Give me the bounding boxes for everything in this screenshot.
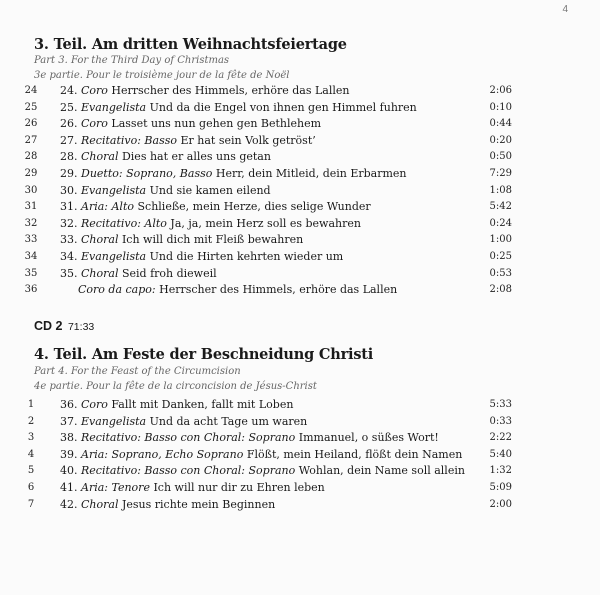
track-title <box>60 448 462 461</box>
track-number: 5 <box>27 465 35 477</box>
track-title <box>60 84 350 97</box>
track-row <box>0 200 600 217</box>
track-number: 34 <box>24 250 38 262</box>
movement-number: 34. <box>60 249 81 263</box>
track-duration: 0:24 <box>489 217 512 229</box>
movement-text: Und da acht Tage um waren <box>146 414 308 428</box>
movement-voice: Aria: Soprano, Echo Soprano <box>81 447 244 461</box>
track-duration: 2:22 <box>489 432 512 444</box>
track-number: 32 <box>24 217 38 229</box>
part3-heading: 3. Teil. Am dritten Weihnachtsfeiertage <box>34 36 347 53</box>
track-number: 6 <box>27 481 35 493</box>
track-number: 36 <box>24 284 38 296</box>
movement-voice: Choral <box>81 266 119 280</box>
movement-number: 38. <box>60 431 81 445</box>
movement-number: 42. <box>60 497 81 511</box>
track-number: 2 <box>27 415 35 427</box>
track-title <box>60 431 439 444</box>
movement-number: 30. <box>60 183 81 197</box>
track-row <box>0 84 600 101</box>
movement-text: Herrscher des Himmels, erhöre das Lallen <box>107 84 350 97</box>
movement-voice: Evangelista <box>81 183 147 197</box>
track-title <box>60 200 371 213</box>
track-number: 28 <box>24 151 38 163</box>
track-duration: 2:06 <box>489 85 512 96</box>
movement-text: Seid froh dieweil <box>118 266 217 280</box>
track-row <box>0 398 600 415</box>
track-row <box>0 150 600 167</box>
track-row <box>0 498 600 515</box>
track-row <box>0 431 600 448</box>
movement-text: Er hat sein Volk getröst’ <box>176 133 316 147</box>
movement-number: 40. <box>60 464 81 478</box>
track-number: 31 <box>24 201 38 213</box>
movement-number: 37. <box>60 414 81 428</box>
track-title <box>60 101 417 114</box>
track-title <box>60 415 307 428</box>
part3-french-subtitle: 3e partie. Pour le troisième jour de la fête de Noël <box>34 70 290 81</box>
movement-voice: Choral <box>81 233 119 247</box>
page-number: 4 <box>562 4 568 15</box>
track-duration: 0:53 <box>489 267 512 279</box>
track-title <box>60 134 316 147</box>
movement-number: 33. <box>60 233 81 247</box>
track-duration: 2:08 <box>489 284 512 296</box>
movement-number: 27. <box>60 133 81 147</box>
track-duration: 1:00 <box>489 234 512 246</box>
track-row <box>0 101 600 118</box>
track-duration: 0:25 <box>489 250 512 262</box>
track-title <box>60 464 465 477</box>
track-title <box>60 184 271 197</box>
movement-voice: Recitativo: Basso con Choral: Soprano <box>81 431 296 445</box>
track-number: 7 <box>27 498 35 510</box>
track-row <box>0 217 600 234</box>
movement-text: Und sie kamen eilend <box>146 183 271 197</box>
movement-voice: Evangelista <box>81 249 147 263</box>
movement-text: Dies hat er alles uns getan <box>118 150 271 164</box>
track-number: 29 <box>24 167 38 179</box>
movement-text: Herr, dein Mitleid, dein Erbarmen <box>212 166 407 180</box>
track-number: 25 <box>24 101 38 113</box>
movement-voice: Coro <box>81 398 108 411</box>
track-title <box>60 233 303 246</box>
movement-number: 28. <box>60 150 81 164</box>
track-row <box>0 415 600 432</box>
track-row <box>0 184 600 201</box>
movement-voice: Recitativo: Alto <box>81 216 167 230</box>
track-row <box>0 134 600 151</box>
track-row <box>0 117 600 134</box>
movement-text: Lasset uns nun gehen gen Bethlehem <box>107 117 322 131</box>
movement-text: Herrscher des Himmels, erhöre das Lallen <box>155 283 398 297</box>
movement-text: Und die Hirten kehrten wieder um <box>146 249 344 263</box>
movement-number: 39. <box>60 447 81 461</box>
movement-voice: Recitativo: Basso <box>81 133 177 147</box>
track-row <box>0 167 600 184</box>
movement-text: Ja, ja, mein Herz soll es bewahren <box>166 216 361 230</box>
movement-number: 36. <box>60 398 81 411</box>
movement-text: Immanuel, o süßes Wort! <box>295 431 439 445</box>
track-title <box>60 481 325 494</box>
movement-text: Ich will nur dir zu Ehren leben <box>149 480 325 494</box>
part4-heading: 4. Teil. Am Feste der Beschneidung Christi <box>34 346 374 363</box>
track-row <box>0 448 600 465</box>
track-title <box>60 150 271 163</box>
track-row <box>0 267 600 284</box>
movement-text: Und da die Engel von ihnen gen Himmel fuhren <box>146 100 417 114</box>
movement-text: Fallt mit Danken, fallt mit Loben <box>107 398 294 411</box>
track-row <box>0 464 600 481</box>
track-row <box>0 250 600 267</box>
part3-tracklist <box>0 84 600 300</box>
movement-number: 26. <box>60 117 81 131</box>
track-number: 4 <box>27 448 35 460</box>
part4-english-subtitle: Part 4. For the Feast of the Circumcision <box>34 366 241 377</box>
movement-voice: Aria: Tenore <box>81 480 150 494</box>
track-title <box>60 398 293 411</box>
track-number: 3 <box>27 432 35 444</box>
movement-voice: Evangelista <box>81 100 147 114</box>
track-title <box>60 117 321 130</box>
part4-french-subtitle: 4e partie. Pour la fête de la circoncision de Jésus-Christ <box>34 381 317 392</box>
track-duration: 5:42 <box>489 201 512 213</box>
movement-number: 35. <box>60 266 81 280</box>
track-title <box>60 498 275 511</box>
cd2-title: CD 2 <box>34 319 63 333</box>
movement-voice: Choral <box>81 497 119 511</box>
cd2-label <box>34 319 94 333</box>
movement-voice: Coro <box>81 117 108 131</box>
track-title <box>60 217 361 230</box>
track-duration: 5:09 <box>489 481 512 493</box>
movement-voice: Coro <box>81 84 108 97</box>
movement-text: Jesus richte mein Beginnen <box>118 497 276 511</box>
track-row <box>0 233 600 250</box>
cd2-duration: 71:33 <box>67 321 95 333</box>
track-number: 26 <box>24 118 38 130</box>
track-duration: 2:00 <box>489 498 512 510</box>
track-title <box>78 283 397 296</box>
movement-number: 25. <box>60 100 81 114</box>
track-number: 30 <box>24 184 38 196</box>
movement-text: Flößt, mein Heiland, flößt dein Namen <box>243 447 463 461</box>
track-number: 35 <box>24 267 38 279</box>
track-title <box>60 250 343 263</box>
movement-text: Wohlan, dein Name soll allein <box>295 464 465 478</box>
movement-number: 31. <box>60 200 81 214</box>
track-duration: 0:10 <box>489 101 512 113</box>
track-number: 27 <box>24 134 38 146</box>
track-duration: 5:40 <box>489 448 512 460</box>
movement-voice: Evangelista <box>81 414 147 428</box>
track-number: 24 <box>24 85 38 96</box>
movement-text: Schließe, mein Herze, dies selige Wunder <box>134 200 371 214</box>
track-duration: 0:44 <box>489 118 512 130</box>
movement-number: 32. <box>60 216 81 230</box>
movement-voice: Recitativo: Basso con Choral: Soprano <box>81 464 296 478</box>
track-row <box>0 283 600 300</box>
movement-voice: Coro da capo: <box>78 283 156 297</box>
movement-text: Ich will dich mit Fleiß bewahren <box>118 233 304 247</box>
track-duration: 0:20 <box>489 134 512 146</box>
part3-english-subtitle: Part 3. For the Third Day of Christmas <box>34 55 230 66</box>
track-duration: 1:08 <box>489 184 512 196</box>
track-duration: 1:32 <box>489 465 512 477</box>
movement-voice: Choral <box>81 150 119 164</box>
track-duration: 5:33 <box>489 399 512 410</box>
track-duration: 7:29 <box>489 167 512 179</box>
movement-number: 29. <box>60 166 81 180</box>
movement-number: 24. <box>60 84 81 97</box>
movement-voice: Duetto: Soprano, Basso <box>81 166 213 180</box>
track-number: 1 <box>27 399 35 410</box>
part4-tracklist <box>0 398 600 514</box>
track-title <box>60 267 217 280</box>
track-title <box>60 167 407 180</box>
movement-number: 41. <box>60 480 81 494</box>
track-duration: 0:50 <box>489 151 512 163</box>
track-row <box>0 481 600 498</box>
track-duration: 0:33 <box>489 415 512 427</box>
track-number: 33 <box>24 234 38 246</box>
movement-voice: Aria: Alto <box>81 200 134 214</box>
